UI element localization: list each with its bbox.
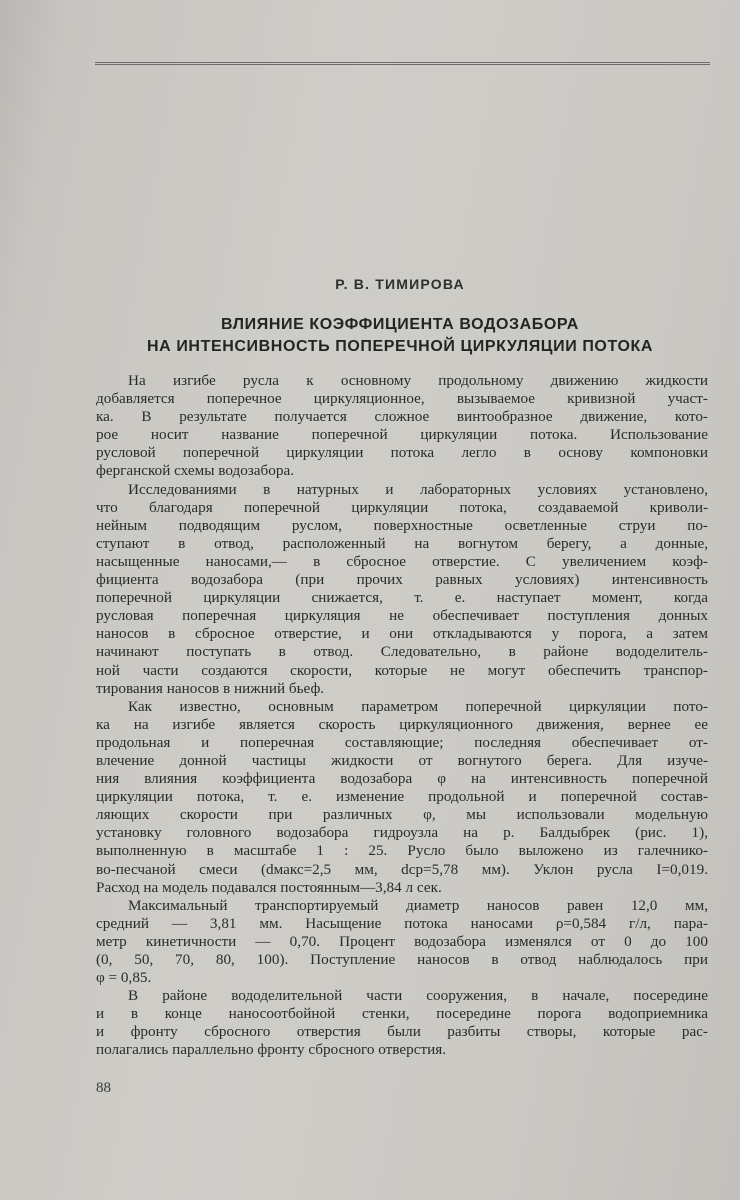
body-line: начинают поступать в отвод. Следовательно, в районе вододелитель-	[96, 643, 708, 661]
body-line: (0, 50, 70, 80, 100). Поступление наносов в отвод наблюдалось при	[96, 951, 708, 968]
body-line: ляющих скорости при различных φ, мы использовали модельную	[96, 806, 708, 824]
body-line: рое носит название поперечной циркуляции потока. Использование	[96, 426, 708, 444]
body-line: ферганской схемы водозабора.	[96, 462, 294, 480]
body-line: метр кинетичности — 0,70. Процент водозабора изменялся от 0 до 100	[96, 932, 708, 950]
body-line: нейным подводящим руслом, поверхностные осветленные струи по-	[96, 516, 708, 534]
body-line: средний — 3,81 мм. Насыщение потока наносами ρ=0,584 г/л, пара-	[96, 914, 708, 932]
article-title-line-1: ВЛИЯНИЕ КОЭФФИЦИЕНТА ВОДОЗАБОРА	[221, 316, 579, 333]
body-line: ной части создаются скорости, которые не могут обеспечить транспор-	[96, 661, 708, 679]
body-line: В районе вододелительной части сооружения, в начале, посередине	[128, 987, 708, 1005]
body-line: ступают в отвод, расположенный на вогнутом берегу, а донные,	[96, 534, 708, 552]
article-body	[96, 372, 708, 1060]
body-line: русловой поперечной циркуляции потока легло в основу компоновки	[96, 444, 708, 462]
body-line: и в конце наносоотбойной стенки, посередине порога водоприемника	[96, 1005, 708, 1023]
author-name: Р. В. ТИМИРОВА	[335, 276, 465, 292]
body-line: и фронту сбросного отверстия были разбиты створы, которые рас-	[96, 1023, 708, 1041]
body-line: насыщенные наносами,— в сбросное отверстие. С увеличением коэф-	[96, 552, 708, 570]
body-line: ка. В результате получается сложное винтообразное движение, кото-	[96, 408, 708, 426]
page-number: 88	[96, 1080, 111, 1096]
body-line: продольная и поперечная составляющие; последняя обеспечивает от-	[96, 733, 708, 751]
body-line: циркуляции потока, т. е. изменение продольной и поперечной состав-	[96, 788, 708, 806]
body-line: наносов в сбросное отверстие, и они откладываются у порога, а затем	[96, 625, 708, 643]
body-line: ка на изгибе является скорость циркуляционного движения, вернее ее	[96, 715, 708, 733]
body-line: влечение донной частицы жидкости от вогнутого берега. Для изуче-	[96, 751, 708, 769]
body-line: русловая поперечная циркуляция не обеспечивает поступления донных	[96, 607, 708, 625]
body-line: фициента водозабора (при прочих равных условиях) интенсивность	[96, 571, 708, 589]
body-line: во-песчаной смеси (dмакс=2,5 мм, dср=5,78 мм). Уклон русла I=0,019.	[96, 860, 708, 878]
body-line: установку головного водозабора гидроузла на р. Балдыбрек (рис. 1),	[96, 824, 708, 842]
body-line: Расход на модель подавался постоянным—3,84 л сек.	[96, 878, 442, 896]
body-line: Исследованиями в натурных и лабораторных условиях установлено,	[128, 480, 708, 498]
body-line: тирования наносов в нижний бьеф.	[96, 679, 325, 697]
body-line: полагались параллельно фронту сбросного отверстия.	[96, 1041, 447, 1059]
body-line: поперечной циркуляции снижается, т. е. наступает момент, когда	[96, 589, 708, 607]
body-line: ния влияния коэффициента водозабора φ на интенсивность поперечной	[96, 770, 708, 788]
body-line: что благодаря поперечной циркуляции потока, создаваемой криволи-	[96, 498, 708, 516]
body-line: φ = 0,85.	[96, 969, 152, 987]
article-title-line-2: НА ИНТЕНСИВНОСТЬ ПОПЕРЕЧНОЙ ЦИРКУЛЯЦИИ ПОТОКА	[146, 338, 654, 355]
body-line: Как известно, основным параметром поперечной циркуляции пото-	[128, 697, 708, 715]
body-line: На изгибе русла к основному продольному движению жидкости	[128, 372, 708, 389]
body-line: выполненную в масштабе 1 : 25. Русло было выложено из галечнико-	[96, 842, 708, 860]
top-rule	[95, 62, 710, 65]
body-line: добавляется поперечное циркуляционное, вызываемое кривизной участ-	[96, 390, 708, 408]
body-line: Максимальный транспортируемый диаметр наносов равен 12,0 мм,	[128, 896, 708, 914]
